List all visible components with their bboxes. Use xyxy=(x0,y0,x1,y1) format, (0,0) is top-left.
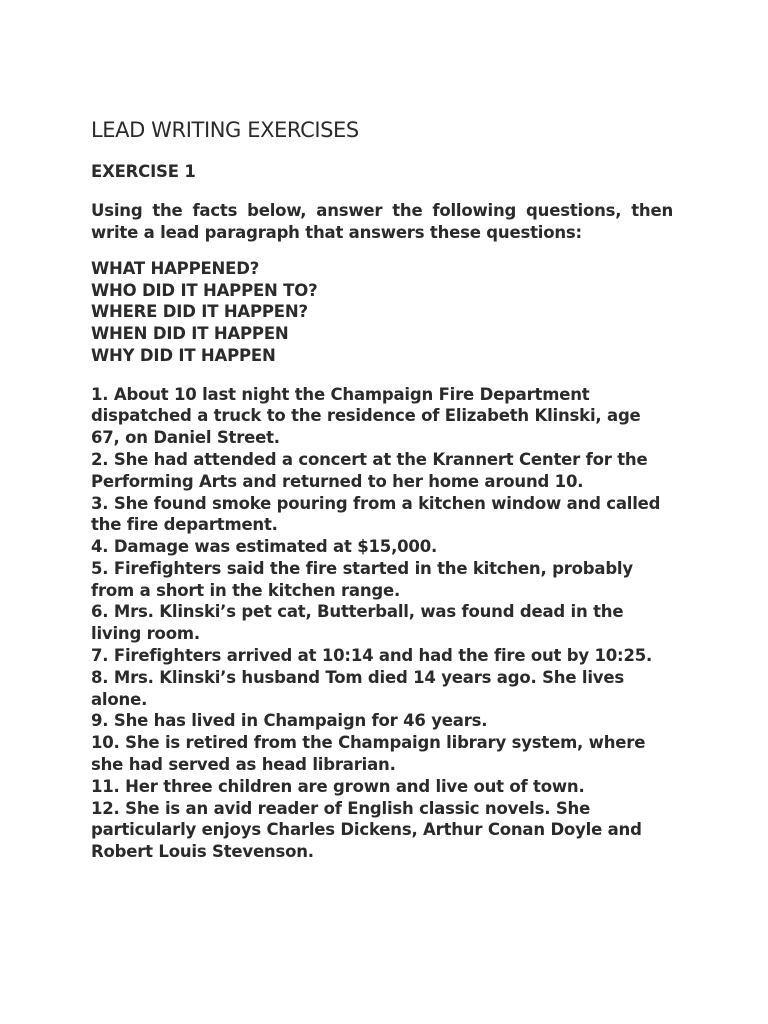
document-title: LEAD WRITING EXERCISES xyxy=(91,118,359,142)
question-item: WHO DID IT HAPPEN TO? xyxy=(91,280,318,300)
fact-item: 6. Mrs. Klinski’s pet cat, Butterball, was found dead in the living room. xyxy=(91,602,624,644)
instructions-paragraph: Using the facts below, answer the following questions, then write a lead paragraph that answers these questions: xyxy=(91,201,673,242)
question-item: WHERE DID IT HAPPEN? xyxy=(91,302,308,322)
fact-item: 9. She has lived in Champaign for 46 years. xyxy=(91,711,488,731)
fact-item: 8. Mrs. Klinski’s husband Tom died 14 years ago. She lives alone. xyxy=(91,667,624,709)
fact-list xyxy=(91,384,673,864)
question-item: WHEN DID IT HAPPEN xyxy=(91,324,289,344)
fact-item: 3. She found smoke pouring from a kitchen window and called the fire department. xyxy=(91,493,661,535)
fact-item: 5. Firefighters said the fire started in the kitchen, probably from a short in the kitchen range. xyxy=(91,558,633,600)
document-page xyxy=(91,116,673,863)
fact-item: 1. About 10 last night the Champaign Fire Department dispatched a truck to the residence of Elizabeth Klinski, age 67, on Daniel Street. xyxy=(91,384,641,448)
question-list xyxy=(91,258,673,367)
fact-item: 10. She is retired from the Champaign library system, where she had served as head librarian. xyxy=(91,733,646,775)
question-item: WHY DID IT HAPPEN xyxy=(91,345,276,365)
fact-item: 2. She had attended a concert at the Krannert Center for the Performing Arts and returned to her home around 10. xyxy=(91,449,648,491)
fact-item: 11. Her three children are grown and live out of town. xyxy=(91,776,585,796)
exercise-heading: EXERCISE 1 xyxy=(91,162,196,181)
fact-item: 4. Damage was estimated at $15,000. xyxy=(91,537,438,557)
question-item: WHAT HAPPENED? xyxy=(91,259,260,278)
fact-item: 7. Firefighters arrived at 10:14 and had the fire out by 10:25. xyxy=(91,646,653,666)
fact-item: 12. She is an avid reader of English classic novels. She particularly enjoys Charles Dickens, Arthur Conan Doyle and Robert Louis Stevenson. xyxy=(91,798,642,862)
